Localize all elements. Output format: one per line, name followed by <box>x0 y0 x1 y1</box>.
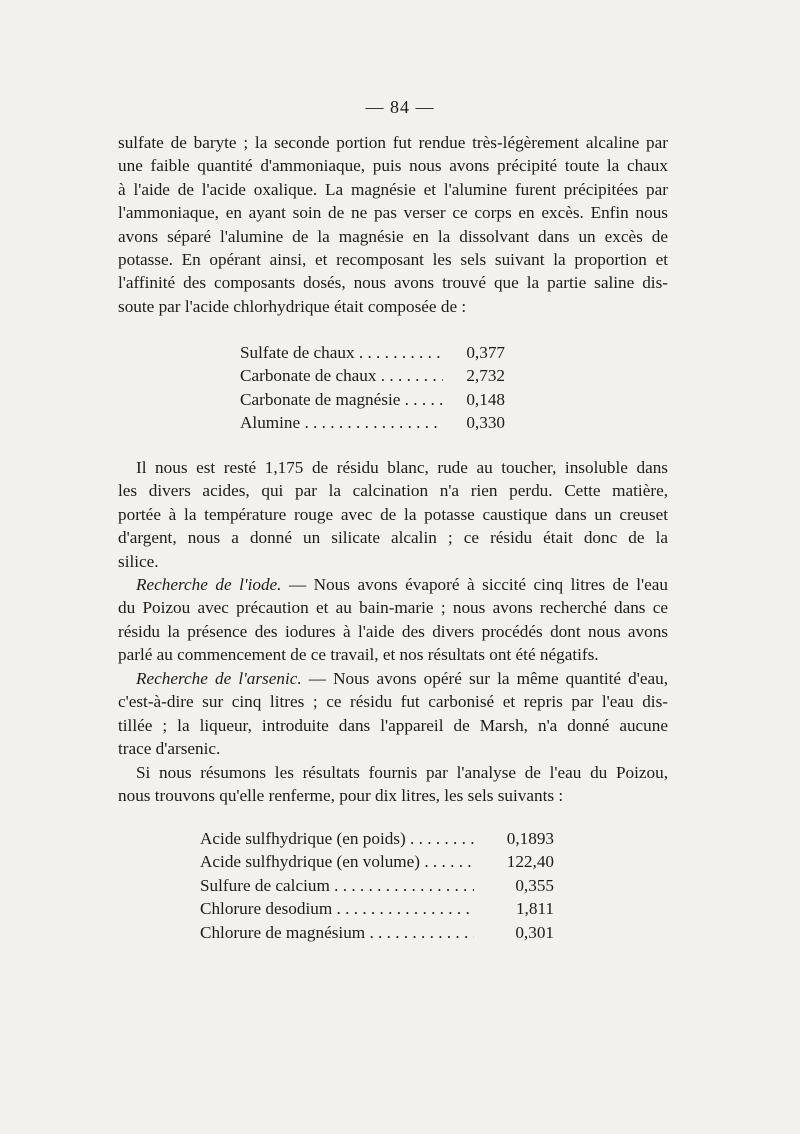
section-heading-iode: Recherche de l'iode. <box>136 575 282 594</box>
table-row <box>200 897 554 920</box>
paragraph-2 <box>118 456 668 573</box>
text-line: du Poizou avec précaution et au bain-marie ; nous avons recherché dans ce <box>118 598 668 618</box>
text-line: c'est-à-dire sur cinq litres ; ce résidu fut carbonisé et repris par l'eau dis- <box>118 692 668 712</box>
salt-composition-table <box>240 341 505 435</box>
salt-name: Acide sulfhydrique (en poids) . . . <box>200 827 474 850</box>
salt-name: Alumine . . . <box>240 411 443 434</box>
table-row <box>200 827 554 850</box>
text-line: une faible quantité d'ammoniaque, puis nous avons précipité toute la chaux <box>118 156 668 176</box>
salt-value: 122,40 <box>506 852 554 872</box>
text-line: tillée ; la liqueur, introduite dans l'appareil de Marsh, n'a donné aucune <box>118 715 668 735</box>
text-line: Si nous résumons les résultats fournis par l'analyse de l'eau du Poizou, <box>136 763 668 782</box>
text-line: nous trouvons qu'elle renferme, pour dix litres, les sels suivants : <box>118 786 564 806</box>
table-row <box>200 874 554 897</box>
salt-value: 2,732 <box>466 366 505 386</box>
salt-value: 0,301 <box>515 922 554 942</box>
text-line: trace d'arsenic. <box>118 739 221 759</box>
table-row <box>240 411 505 434</box>
salt-name: Carbonate de chaux . . . <box>240 364 443 387</box>
text-line: l'affinité des composants dosés, nous avons trouvé que la partie saline dis- <box>118 273 668 293</box>
section-heading-arsenic: Recherche de l'arsenic. <box>136 669 302 688</box>
table-row <box>240 341 505 364</box>
text-line <box>118 667 668 690</box>
text-line: parlé au commencement de ce travail, et nos résultats ont été négatifs. <box>118 645 599 665</box>
text-line: avons séparé l'alumine de la magnésie en la dissolvant dans un excès de <box>118 226 668 246</box>
text-fragment: — Nous avons opéré sur la même quantité d'eau, <box>301 669 668 688</box>
summary-salts-table <box>200 827 554 944</box>
salt-value: 0,148 <box>466 389 505 409</box>
text-line: résidu la présence des iodures à l'aide des divers procédés dont nous avons <box>118 621 668 641</box>
page-number: — 84 — <box>365 97 435 117</box>
table-row <box>240 388 505 411</box>
text-line: sulfate de baryte ; la seconde portion fut rendue très-légèrement alcaline par <box>118 133 668 152</box>
salt-value: 1,811 <box>515 899 554 919</box>
salt-name: Sulfate de chaux . . . <box>240 341 443 364</box>
text-line: à l'aide de l'acide oxalique. La magnésie et l'alumine furent précipitées par <box>118 179 668 199</box>
salt-name: Acide sulfhydrique (en volume) . . . <box>200 850 474 873</box>
salt-name: Chlorure de magnésium . . . <box>200 921 474 944</box>
text-line: silice. <box>118 551 159 571</box>
paragraph-iode <box>118 573 668 667</box>
salt-value: 0,330 <box>466 413 505 433</box>
text-line: soute par l'acide chlorhydrique était composée de : <box>118 296 467 316</box>
paragraph-summary <box>118 761 668 808</box>
table-row <box>200 921 554 944</box>
salt-name: Carbonate de magnésie . . . <box>240 388 443 411</box>
paragraph-arsenic <box>118 667 668 761</box>
text-line: l'ammoniaque, en ayant soin de ne pas verser ce corps en excès. Enfin nous <box>118 203 668 223</box>
text-line: d'argent, nous a donné un silicate alcalin ; ce résidu était donc de la <box>118 528 668 548</box>
table-row <box>240 364 505 387</box>
text-fragment: — Nous avons évaporé à siccité cinq litres de l'eau <box>281 575 668 594</box>
salt-value: 0,1893 <box>506 829 554 848</box>
text-line: potasse. En opérant ainsi, et recomposant les sels suivant la proportion et <box>118 250 668 270</box>
salt-value: 0,377 <box>466 343 505 362</box>
text-line <box>118 573 668 596</box>
text-line: les divers acides, qui par la calcination n'a rien perdu. Cette matière, <box>118 481 668 501</box>
paragraph-1 <box>118 131 668 318</box>
salt-name: Sulfure de calcium . . . <box>200 874 474 897</box>
salt-value: 0,355 <box>515 875 554 895</box>
text-line: portée à la température rouge avec de la potasse caustique dans un creuset <box>118 504 668 524</box>
text-line: Il nous est resté 1,175 de résidu blanc, rude au toucher, insoluble dans <box>136 458 668 477</box>
table-row <box>200 850 554 873</box>
salt-name: Chlorure desodium . . . <box>200 897 474 920</box>
